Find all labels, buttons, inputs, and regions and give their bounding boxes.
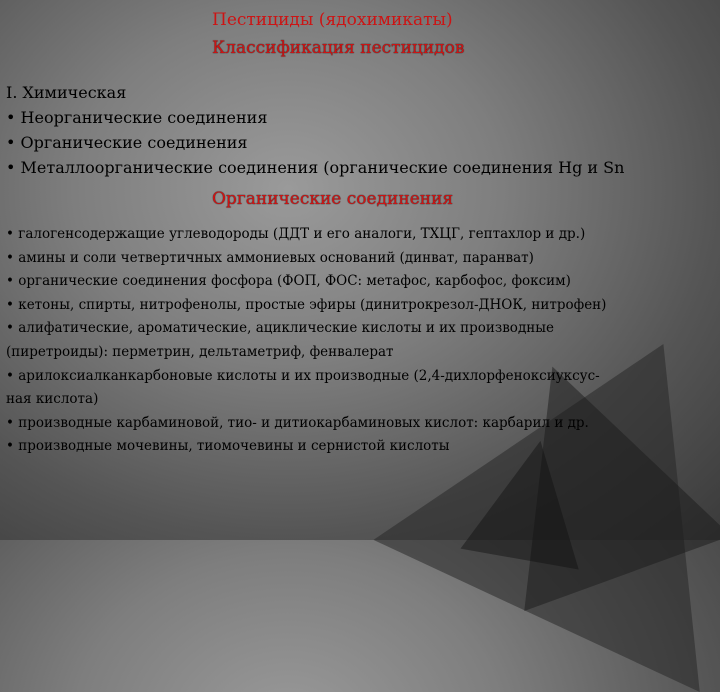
- list-item: • алифатические, ароматические, ациклические кислоты и их производные: [6, 320, 554, 337]
- list-item: • производные мочевины, тиомочевины и сернистой кислоты: [6, 438, 450, 455]
- list-item: • амины и соли четвертичных аммониевых оснований (динват, паранват): [6, 249, 534, 266]
- slide-title: Пестициды (ядохимикаты): [212, 10, 453, 30]
- list-item: (пиретроиды): перметрин, дельтаметриф, фенвалерат: [6, 343, 394, 360]
- list-item: • галогенсодержащие углеводороды (ДДТ и его аналоги, ТХЦГ, гептахлор и др.): [6, 226, 586, 242]
- classification-heading: I. Химическая: [6, 83, 127, 102]
- slide-subtitle: Классификация пестицидов: [212, 38, 465, 58]
- list-item: • производные карбаминовой, тио- и дитиокарбаминовых кислот: карбарил и др.: [6, 414, 589, 431]
- list-item: • Неорганические соединения: [6, 108, 268, 127]
- section-heading: Органические соединения: [212, 189, 454, 209]
- list-item: ная кислота): [6, 391, 99, 408]
- classification-list: [6, 80, 624, 180]
- list-item: • Металлоорганические соединения (органические соединения Hg и Sn: [6, 158, 625, 177]
- list-item: • органические соединения фосфора (ФОП, ФОС: метафос, карбофос, фоксим): [6, 273, 571, 290]
- list-item: • Органические соединения: [6, 133, 248, 152]
- organic-compounds-list: [6, 223, 718, 459]
- list-item: • кетоны, спирты, нитрофенолы, простые эфиры (динитрокрезол-ДНОК, нитрофен): [6, 296, 607, 313]
- list-item: • арилоксиалканкарбоновые кислоты и их производные (2,4-дихлорфеноксиуксус-: [6, 367, 600, 384]
